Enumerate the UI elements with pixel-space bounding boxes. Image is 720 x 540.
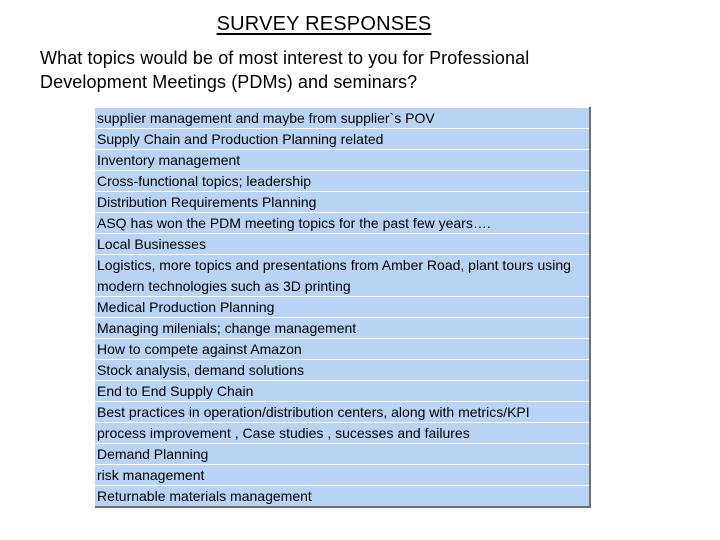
response-cell: Logistics, more topics and presentations from Amber Road, plant tours using modern technologies such as 3D printing: [95, 255, 590, 297]
table-row: [95, 402, 590, 423]
response-cell: Best practices in operation/distribution centers, along with metrics/KPI: [95, 402, 590, 423]
table-row: [95, 423, 590, 444]
response-cell: Demand Planning: [95, 444, 590, 465]
response-cell: ASQ has won the PDM meeting topics for the past few years….: [95, 213, 590, 234]
response-cell: Returnable materials management: [95, 486, 590, 508]
responses-table-body: [95, 108, 590, 508]
response-cell: supplier management and maybe from supplier`s POV: [95, 108, 590, 129]
table-row: [95, 129, 590, 150]
response-cell: Supply Chain and Production Planning related: [95, 129, 590, 150]
table-row: [95, 297, 590, 318]
table-row: [95, 318, 590, 339]
response-cell: Cross-functional topics; leadership: [95, 171, 590, 192]
page-title: SURVEY RESPONSES: [216, 13, 432, 35]
response-cell: risk management: [95, 465, 590, 486]
response-cell: Local Businesses: [95, 234, 590, 255]
responses-table: [95, 107, 591, 508]
table-row: [95, 192, 590, 213]
table-row: [95, 339, 590, 360]
table-row: [95, 234, 590, 255]
table-row: [95, 465, 590, 486]
response-cell: Managing milenials; change management: [95, 318, 590, 339]
response-cell: End to End Supply Chain: [95, 381, 590, 402]
table-row: [95, 213, 590, 234]
table-row: [95, 255, 590, 297]
table-row: [95, 486, 590, 508]
response-cell: process improvement , Case studies , sucesses and failures: [95, 423, 590, 444]
response-cell: Distribution Requirements Planning: [95, 192, 590, 213]
survey-question: What topics would be of most interest to you for Professional Development Meetings (PDMs) and seminars?: [40, 48, 530, 92]
response-cell: Medical Production Planning: [95, 297, 590, 318]
response-cell: How to compete against Amazon: [95, 339, 590, 360]
table-row: [95, 108, 590, 129]
table-row: [95, 381, 590, 402]
table-row: [95, 150, 590, 171]
table-row: [95, 360, 590, 381]
response-cell: Stock analysis, demand solutions: [95, 360, 590, 381]
table-row: [95, 444, 590, 465]
table-row: [95, 171, 590, 192]
response-cell: Inventory management: [95, 150, 590, 171]
